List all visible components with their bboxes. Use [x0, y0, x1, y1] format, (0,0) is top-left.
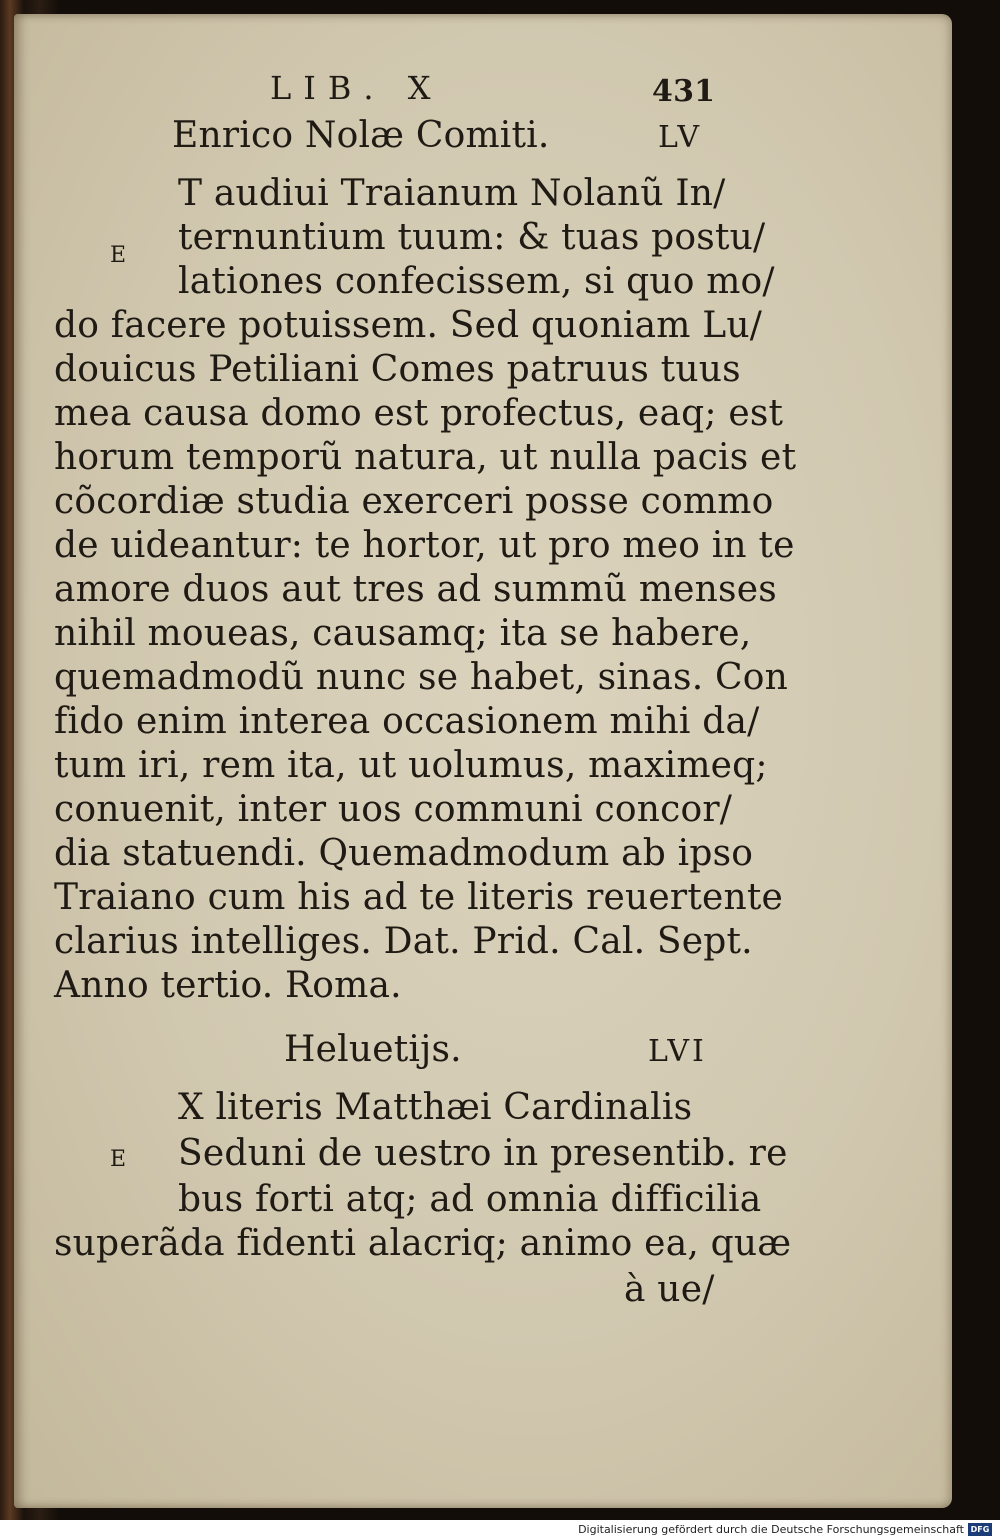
letter1-line: mea causa domo est profectus, eaq; est	[54, 393, 784, 434]
letter1-line: Anno tertio. Roma.	[54, 965, 402, 1006]
letter2-initial: E	[110, 1147, 127, 1172]
letter1-line: cõcordiæ studia exerceri posse commo	[54, 481, 774, 522]
letter1-line: de uideantur: te hortor, ut pro meo in te	[54, 525, 795, 566]
letter1-line: fido enim interea occasionem mihi da/	[54, 701, 760, 742]
letter1-initial: E	[110, 243, 127, 268]
letter1-line: quemadmodũ nunc se habet, sinas. Con	[54, 657, 789, 698]
catchword: à ue/	[624, 1269, 715, 1310]
letter1-number: LV	[658, 120, 703, 155]
dfg-logo-icon: DFG	[968, 1523, 992, 1536]
page-folio: 431	[652, 74, 716, 109]
letter2-line: bus forti atq; ad omnia difficilia	[178, 1179, 762, 1220]
digitization-footer	[0, 1520, 1000, 1540]
running-head: LIB. X	[270, 69, 443, 107]
letter2-heading: Heluetijs.	[284, 1029, 462, 1070]
letter1-line: clarius intelliges. Dat. Prid. Cal. Sept.	[54, 921, 753, 962]
letter1-heading: Enrico Nolæ Comiti.	[172, 115, 550, 156]
letter1-line: Traiano cum his ad te literis reuertente	[54, 877, 784, 918]
letter1-line: T audiui Traianum Nolanũ In/	[178, 173, 726, 214]
letter1-line: lationes confecissem, si quo mo/	[178, 261, 775, 302]
letter2-line: superãda fidenti alacriq; animo ea, quæ	[54, 1223, 792, 1264]
letter1-line: amore duos aut tres ad summũ menses	[54, 569, 777, 610]
letter1-line: horum temporũ natura, ut nulla pacis et	[54, 437, 797, 478]
letter1-line: dia statuendi. Quemadmodum ab ipso	[54, 833, 754, 874]
letter1-line: douicus Petiliani Comes patruus tuus	[54, 349, 741, 390]
letter1-line: ternuntium tuum: & tuas postu/	[178, 217, 766, 258]
letter2-line: Seduni de uestro in presentib. re	[178, 1133, 788, 1174]
funding-credit: Digitalisierung gefördert durch die Deutsche Forschungsgemeinschaft	[578, 1523, 964, 1536]
letter1-line: conuenit, inter uos communi concor/	[54, 789, 733, 830]
letter1-line: nihil moueas, causamq; ita se habere,	[54, 613, 752, 654]
letter1-line: do facere potuissem. Sed quoniam Lu/	[54, 305, 763, 346]
letter1-line: tum iri, rem ita, ut uolumus, maximeq;	[54, 745, 768, 786]
letter2-line: X literis Matthæi Cardinalis	[178, 1087, 693, 1128]
book-page	[14, 14, 952, 1508]
letter2-number: LVI	[648, 1034, 707, 1069]
